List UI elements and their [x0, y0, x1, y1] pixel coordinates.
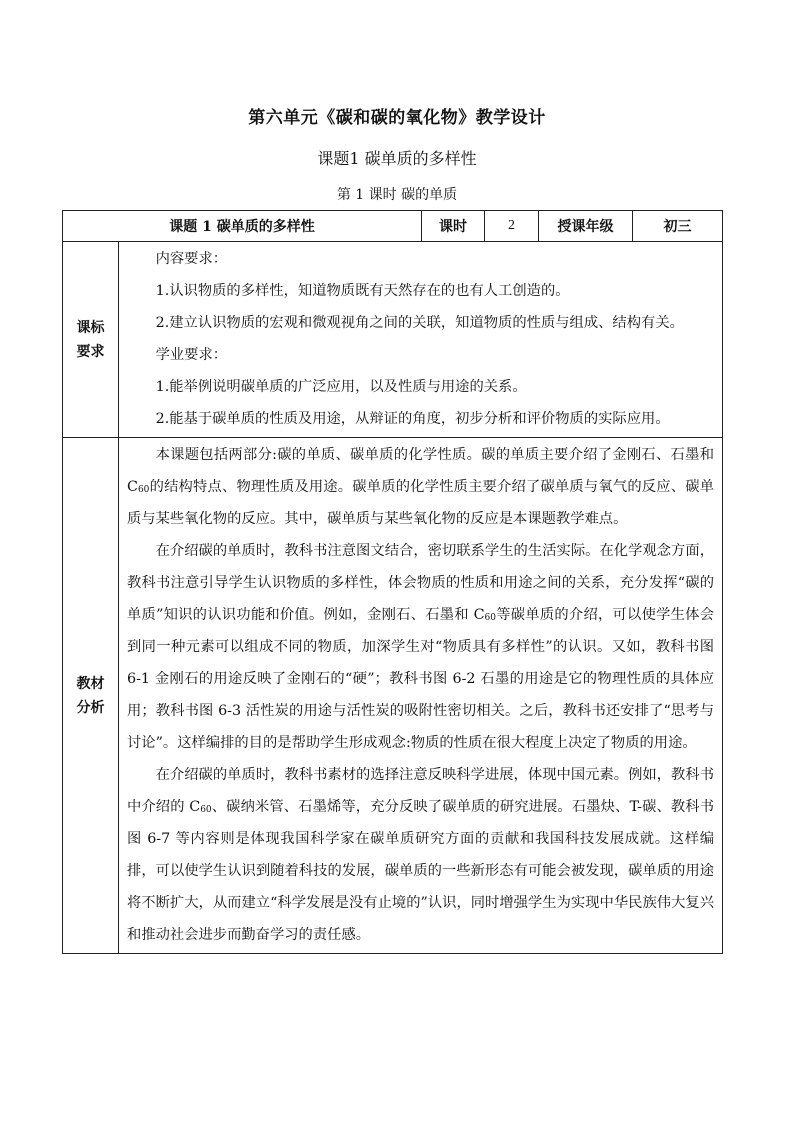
topic-cell: 课题 1 碳单质的多样性 [63, 211, 422, 242]
grade-value: 初三 [633, 211, 723, 242]
analysis-text: 、碳纳米管、石墨烯等，充分反映了碳单质的研究进展。石墨炔、T-碳、教科书图 6-7 等内容则是体现我国科学家在碳单质研究方面的贡献和我国科技发展成就。这样编排，可以使学生认识到随着科技的发展，碳单质的一些新形态有可能会被发现，碳单质的用途将不断扩大，从而建立“科学发展是没有止境的”认识，同时增强学生为实现中华民族伟大复兴和推动社会进步而勤奋学习的责任感。 [127, 799, 714, 943]
c60-subscript: 60 [200, 805, 212, 815]
grade-label: 授课年级 [539, 211, 633, 242]
analysis-row [63, 438, 723, 954]
analysis-paragraph-3 [127, 759, 714, 951]
hours-value: 2 [485, 211, 539, 242]
c60-subscript: 60 [484, 613, 496, 623]
requirements-label [63, 242, 119, 438]
requirements-label-line2: 要求 [76, 343, 105, 360]
analysis-paragraph-2 [127, 535, 714, 759]
analysis-text: 等碳单质的介绍，可以使学生体会到同一种元素可以组成不同的物质，加深学生对“物质具有多样性”的认识。又如，教科书图 6-1 金刚石的用途反映了金刚石的“硬”；教科书图 6-2 石墨的用途是它的物理性质的具体应用；教科书图 6-3 活性炭的用途与活性炭的吸附性密切相关。之后，教科书还安排了“思考与讨论”。这样编排的目的是帮助学生形成观念:物质的性质在很大程度上决定了物质的用途。 [127, 607, 715, 751]
requirements-line: 2.能基于碳单质的性质及用途，从辩证的角度，初步分析和评价物质的实际应用。 [155, 411, 670, 427]
hours-label: 课时 [422, 211, 485, 242]
document-subtitle: 课题1 碳单质的多样性 [317, 149, 477, 168]
table-header-row [63, 211, 723, 242]
analysis-paragraph-1 [127, 439, 714, 535]
analysis-text: 的结构特点、物理性质及用途。碳单质的化学性质主要介绍了碳单质与氧气的反应、碳单质与某些氧化物的反应。其中，碳单质与某些氧化物的反应是本课题教学难点。 [127, 479, 714, 527]
analysis-content [119, 438, 723, 954]
requirements-row [63, 242, 723, 438]
requirements-line: 1.认识物质的多样性，知道物质既有天然存在的也有人工创造的。 [155, 283, 570, 299]
requirements-content [119, 242, 723, 438]
requirements-line: 2.建立认识物质的宏观和微观视角之间的关联，知道物质的性质与组成、结构有关。 [155, 315, 684, 331]
requirements-line: 内容要求： [155, 251, 228, 267]
requirements-label-line1: 课标 [76, 319, 105, 336]
requirements-line: 学业要求： [155, 347, 228, 363]
analysis-label-line2: 分析 [76, 699, 105, 716]
document-title: 第六单元《碳和碳的氧化物》教学设计 [248, 108, 546, 128]
analysis-text: 在介绍碳的单质时，教科书注意图文结合，密切联系学生的生活实际。在化学观念方面，教科书注意引导学生认识物质的多样性，体会物质的性质和用途之间的关系，充分发挥“碳的单质”知识的认识功能和价值。例如，金刚石、石墨和 C [127, 543, 714, 623]
lesson-heading: 第 1 课时 碳的单质 [336, 187, 458, 203]
analysis-text: 本课题包括两部分:碳的单质、碳单质的化学性质。碳的单质主要介绍了金刚石、石墨和 C [127, 447, 714, 495]
lesson-plan-table [62, 210, 723, 954]
analysis-text: 在介绍碳的单质时，教科书素材的选择注意反映科学进展，体现中国元素。例如，教科书中介绍的 C [127, 767, 714, 815]
analysis-label-line1: 教材 [76, 675, 105, 692]
c60-subscript: 60 [137, 485, 150, 495]
analysis-label [63, 438, 119, 954]
requirements-line: 1.能举例说明碳单质的广泛应用，以及性质与用途的关系。 [155, 379, 527, 395]
